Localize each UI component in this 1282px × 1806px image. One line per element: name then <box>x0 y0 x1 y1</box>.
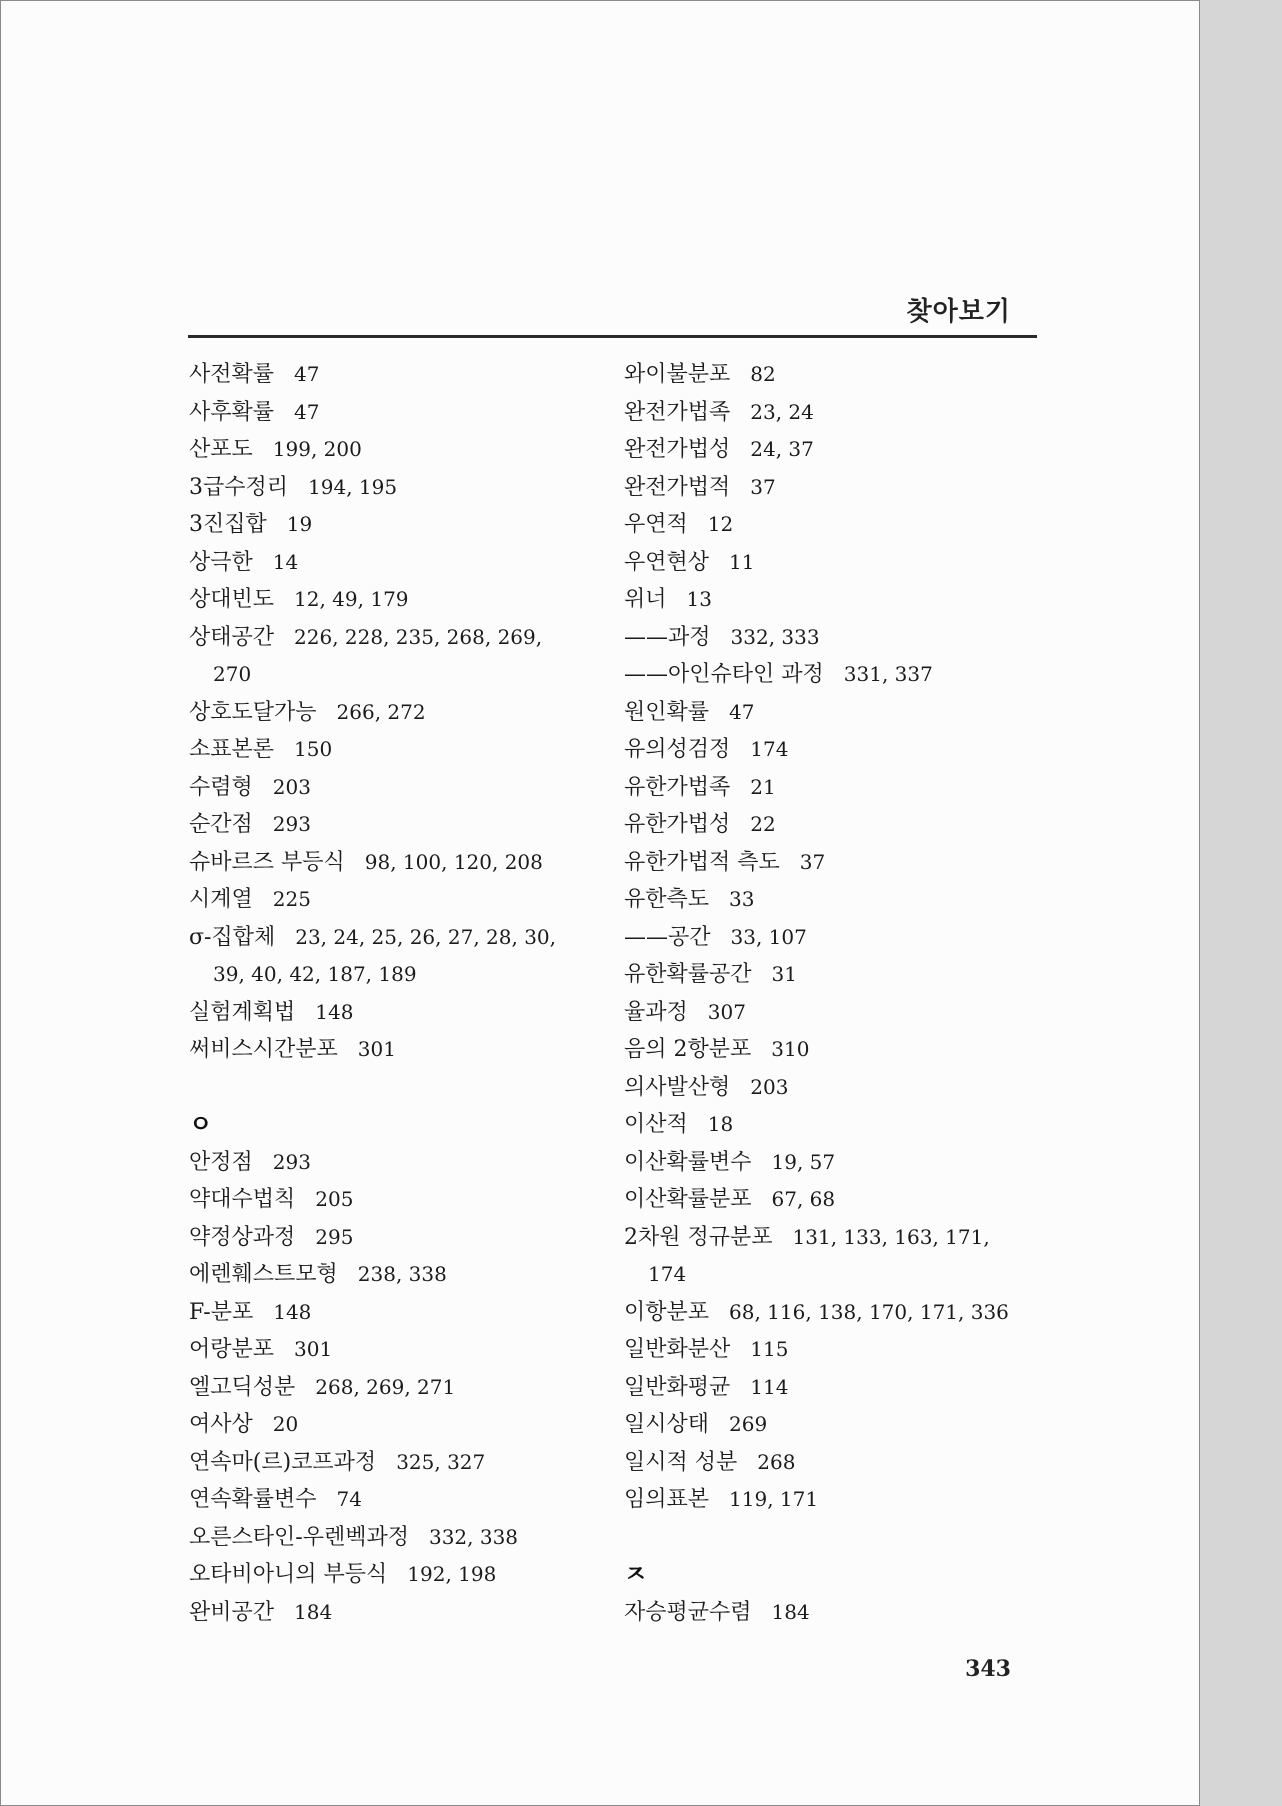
index-entry <box>624 1219 1044 1257</box>
index-term: F-분포 <box>189 1299 254 1325</box>
index-pages: 114 <box>750 1374 789 1399</box>
index-pages: 23, 24, 25, 26, 27, 28, 30, <box>295 924 557 949</box>
index-pages-continued: 174 <box>648 1262 687 1286</box>
index-entry <box>189 919 589 957</box>
index-entry <box>624 581 1044 619</box>
index-entry <box>189 806 589 844</box>
index-entry <box>624 731 1044 769</box>
index-entry <box>624 619 1044 657</box>
index-entry <box>189 1331 589 1369</box>
index-entry <box>624 431 1044 469</box>
index-term: 음의 2항분포 <box>624 1037 752 1062</box>
index-entry <box>189 1181 589 1219</box>
index-term: 일반화분산 <box>624 1337 731 1362</box>
index-term: 일시적 성분 <box>624 1449 738 1475</box>
index-pages: 174 <box>750 737 789 761</box>
index-pages: 203 <box>272 774 311 799</box>
index-pages: 268, 269, 271 <box>315 1374 456 1399</box>
index-pages: 14 <box>272 549 299 574</box>
index-term: 실험계획법 <box>189 999 296 1025</box>
index-entry <box>624 656 1044 694</box>
index-term: 상태공간 <box>189 624 275 650</box>
index-entry <box>189 431 589 469</box>
index-term: 우연현상 <box>624 549 710 575</box>
index-entry <box>624 394 1044 432</box>
index-term: 원인확률 <box>624 699 710 725</box>
index-entry <box>189 581 589 619</box>
index-pages: 23, 24 <box>750 399 814 424</box>
index-pages: 82 <box>750 362 776 386</box>
index-pages: 13 <box>686 587 712 611</box>
index-pages: 332, 333 <box>730 624 820 649</box>
index-term: 유한가법성 <box>624 812 731 837</box>
index-pages: 67, 68 <box>771 1187 836 1211</box>
index-term: 에렌훼스트모형 <box>189 1262 338 1287</box>
index-pages: 21 <box>750 774 776 799</box>
index-term: σ-집합체 <box>189 924 276 950</box>
index-term: 유한가법족 <box>624 774 731 800</box>
index-pages: 331, 337 <box>843 662 933 686</box>
index-section-letter: ㅈ <box>624 1560 648 1588</box>
index-pages: 184 <box>771 1599 810 1624</box>
index-term: 써비스시간분포 <box>189 1037 338 1062</box>
index-pages: 293 <box>272 1149 311 1174</box>
index-term: 3급수정리 <box>189 474 289 500</box>
index-column-right <box>624 356 1044 1631</box>
index-entry <box>189 844 589 882</box>
index-entry <box>624 506 1044 544</box>
index-entry <box>189 994 589 1032</box>
page-number: 343 <box>965 1656 1011 1682</box>
index-pages: 33 <box>729 887 755 911</box>
index-term: 연속마(르)코프과정 <box>189 1449 377 1475</box>
index-entry <box>624 1594 1044 1632</box>
index-pages: 47 <box>294 399 320 424</box>
index-term: 사전확률 <box>189 362 275 387</box>
index-pages: 19, 57 <box>771 1149 836 1174</box>
index-pages: 332, 338 <box>428 1524 519 1549</box>
index-pages: 307 <box>707 999 746 1024</box>
index-entry <box>624 1369 1044 1407</box>
index-entry <box>189 1294 589 1332</box>
index-pages: 301 <box>357 1037 396 1061</box>
index-entry <box>189 1594 589 1632</box>
index-pages: 19 <box>286 512 313 536</box>
index-pages: 74 <box>336 1487 362 1511</box>
index-entry <box>624 1331 1044 1369</box>
index-pages: 131, 133, 163, 171, <box>792 1224 990 1249</box>
index-entry <box>189 469 589 507</box>
index-entry <box>189 544 589 582</box>
index-pages: 150 <box>294 737 333 761</box>
index-pages: 301 <box>294 1337 333 1361</box>
index-pages: 203 <box>750 1074 789 1099</box>
index-entry <box>624 844 1044 882</box>
index-pages: 33, 107 <box>730 924 807 949</box>
index-entry <box>189 1256 589 1294</box>
index-pages: 37 <box>799 849 826 874</box>
index-entry <box>189 1406 589 1444</box>
index-entry <box>189 394 589 432</box>
index-pages: 295 <box>315 1224 354 1249</box>
index-pages: 24, 37 <box>750 437 814 461</box>
index-term: 어랑분포 <box>189 1337 275 1362</box>
index-term: 엘고딕성분 <box>189 1374 296 1400</box>
index-entry <box>189 1219 589 1257</box>
index-term: 오른스타인-우렌벡과정 <box>189 1524 409 1550</box>
index-pages: 238, 338 <box>357 1262 447 1286</box>
index-pages: 20 <box>272 1412 299 1436</box>
index-term: 이항분포 <box>624 1299 710 1325</box>
page-header-title: 찾아보기 <box>906 297 1011 327</box>
index-term: 상극한 <box>189 549 253 575</box>
index-term: 일시상태 <box>624 1412 710 1437</box>
index-term: 3진집합 <box>189 512 267 537</box>
index-term: 완전가법성 <box>624 437 731 462</box>
index-entry <box>624 544 1044 582</box>
index-pages: 225 <box>272 887 311 911</box>
index-term: 유한가법적 측도 <box>624 849 780 875</box>
index-pages: 12 <box>707 512 734 536</box>
index-term: 상호도달가능 <box>189 699 317 725</box>
index-term: 연속확률변수 <box>189 1487 317 1512</box>
index-term: 슈바르즈 부등식 <box>189 849 345 875</box>
index-entry <box>189 619 589 657</box>
index-pages: 266, 272 <box>336 699 426 724</box>
index-term: 이산확률변수 <box>624 1149 752 1175</box>
index-gap <box>189 1069 589 1107</box>
index-column-left <box>189 356 589 1631</box>
index-term: 와이불분포 <box>624 362 731 387</box>
index-entry <box>189 881 589 919</box>
index-entry <box>189 731 589 769</box>
index-entry <box>624 1069 1044 1107</box>
index-term: 이산확률분포 <box>624 1187 752 1212</box>
index-entry <box>624 994 1044 1032</box>
index-term: 2차원 정규분포 <box>624 1224 773 1250</box>
index-term: 유한측도 <box>624 887 710 912</box>
index-term: 완비공간 <box>189 1599 275 1625</box>
index-term: ——공간 <box>624 924 711 950</box>
index-entry <box>189 1519 589 1557</box>
index-entry <box>624 1106 1044 1144</box>
index-entry <box>624 469 1044 507</box>
index-term: 완전가법적 <box>624 474 731 500</box>
index-pages: 47 <box>729 699 755 724</box>
index-term: 이산적 <box>624 1112 688 1137</box>
index-pages: 269 <box>729 1412 768 1436</box>
index-term: 유한확률공간 <box>624 962 752 987</box>
index-term: ——아인슈타인 과정 <box>624 662 824 687</box>
index-pages: 226, 228, 235, 268, 269, <box>294 624 543 649</box>
index-pages: 18 <box>707 1112 734 1136</box>
index-entry <box>624 1406 1044 1444</box>
index-term: 산포도 <box>189 437 253 462</box>
index-pages: 115 <box>750 1337 789 1361</box>
index-term: 자승평균수렴 <box>624 1599 752 1625</box>
index-pages-continued: 39, 40, 42, 187, 189 <box>213 962 417 986</box>
index-term: 오타비아니의 부등식 <box>189 1562 388 1587</box>
index-term: ——과정 <box>624 624 711 650</box>
index-term: 시계열 <box>189 887 253 912</box>
index-entry <box>624 694 1044 732</box>
index-pages: 310 <box>771 1037 810 1061</box>
index-entry <box>624 881 1044 919</box>
index-pages: 119, 171 <box>729 1487 819 1511</box>
index-entry <box>624 1294 1044 1332</box>
header-rule <box>188 335 1037 338</box>
index-pages: 47 <box>294 362 320 386</box>
index-entry <box>624 806 1044 844</box>
index-term: 소표본론 <box>189 737 275 762</box>
index-pages: 325, 327 <box>396 1449 486 1474</box>
index-pages: 22 <box>750 812 776 836</box>
index-entry <box>624 956 1044 994</box>
index-entry <box>624 356 1044 394</box>
index-term: 의사발산형 <box>624 1074 731 1100</box>
index-pages: 199, 200 <box>272 437 362 461</box>
index-term: 우연적 <box>624 512 688 537</box>
index-pages: 98, 100, 120, 208 <box>364 849 543 874</box>
index-pages: 293 <box>272 812 311 836</box>
index-pages: 194, 195 <box>308 474 398 499</box>
index-entry <box>624 1481 1044 1519</box>
index-term: 완전가법족 <box>624 399 731 425</box>
index-entry <box>189 769 589 807</box>
index-pages: 148 <box>273 1299 312 1324</box>
index-term: 임의표본 <box>624 1487 710 1512</box>
index-pages: 192, 198 <box>407 1562 497 1586</box>
index-term: 수렴형 <box>189 774 253 800</box>
index-entry <box>624 1144 1044 1182</box>
index-pages: 31 <box>771 962 797 986</box>
index-entry <box>624 769 1044 807</box>
index-term: 일반화평균 <box>624 1374 731 1400</box>
index-entry <box>189 1369 589 1407</box>
index-entry <box>624 919 1044 957</box>
index-pages: 205 <box>315 1187 354 1211</box>
index-pages: 37 <box>750 474 776 499</box>
index-term: 위너 <box>624 587 667 612</box>
index-term: 약대수법칙 <box>189 1187 296 1212</box>
index-entry <box>189 356 589 394</box>
index-term: 안정점 <box>189 1149 253 1175</box>
index-pages: 268 <box>757 1449 796 1474</box>
index-term: 율과정 <box>624 999 688 1025</box>
index-pages: 68, 116, 138, 170, 171, 336 <box>729 1299 1009 1324</box>
index-entry <box>624 1031 1044 1069</box>
index-entry <box>189 694 589 732</box>
index-entry <box>624 1181 1044 1219</box>
index-section-letter: ㅇ <box>189 1110 213 1138</box>
index-entry <box>189 1481 589 1519</box>
index-gap <box>624 1519 1044 1557</box>
index-entry <box>189 1556 589 1594</box>
index-pages: 148 <box>315 999 354 1024</box>
index-term: 여사상 <box>189 1412 253 1437</box>
index-term: 유의성검정 <box>624 737 731 762</box>
index-term: 약정상과정 <box>189 1224 296 1250</box>
index-term: 사후확률 <box>189 399 275 425</box>
index-pages: 12, 49, 179 <box>294 587 409 611</box>
index-entry <box>189 1144 589 1182</box>
index-pages: 11 <box>729 549 755 574</box>
index-entry <box>189 1031 589 1069</box>
index-entry <box>189 1444 589 1482</box>
index-entry <box>189 506 589 544</box>
index-entry <box>624 1444 1044 1482</box>
index-term: 순간점 <box>189 812 253 837</box>
index-term: 상대빈도 <box>189 587 275 612</box>
index-pages-continued: 270 <box>213 662 252 686</box>
index-pages: 184 <box>294 1599 333 1624</box>
